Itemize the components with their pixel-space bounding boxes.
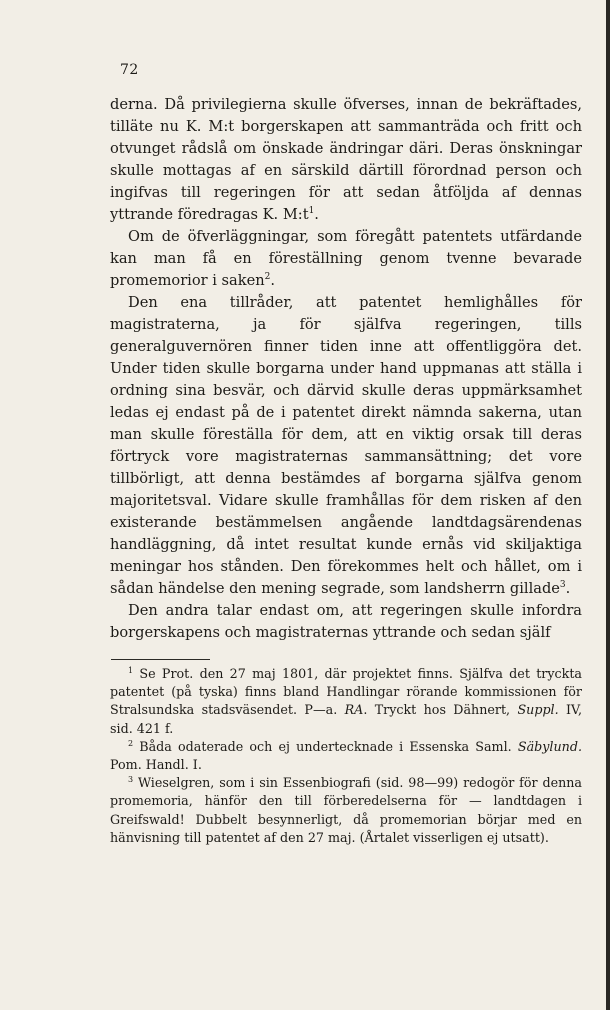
footnote-text: Wieselgren, som i sin Essenbiografi (sid. 98—99) redogör för denna promemoria, hänför den till förberedelserna för — landtdagen i Greifswald! Dubbelt besynnerligt, då promemorian börjar med en hänvisning till patentet af den 27 maj. (Årtalet visserligen ej utsatt).	[110, 775, 582, 845]
footnote	[110, 774, 582, 847]
paragraph-tail: .	[270, 272, 275, 289]
footnote-text: Pom. Handl. I.	[110, 757, 202, 773]
paragraph	[110, 292, 582, 600]
footnote-reference: 1	[308, 206, 315, 217]
paragraph-text: Den andra talar endast om, att regeringen skulle infordra borgerskapens och magistraternas yttrande och sedan själf	[110, 602, 582, 641]
footnote-divider	[111, 659, 210, 660]
footnote	[110, 738, 582, 774]
footnote-text: Se Prot. den 27 maj 1801, där projektet finns. Själfva det tryckta patentet (på tyska) finns bland Handlingar rörande kommissionen för Stralsundska stadsväsendet. P—a.	[110, 666, 582, 718]
footnote-mark: 2	[128, 738, 134, 748]
paragraph	[110, 226, 582, 292]
page-edge	[606, 0, 610, 1010]
paragraph-tail: .	[565, 580, 571, 597]
paragraph-text: Om de öfverläggningar, som föregått patentets utfärdande kan man få en föreställning genom tvenne bevarade promemorior i saken	[110, 228, 582, 289]
page-number: 72	[120, 62, 139, 78]
footnote-text: . Tryckt hos Dähnert,	[363, 702, 518, 718]
footnote-mark: 3	[128, 774, 134, 784]
paragraph	[110, 600, 582, 644]
paragraph-tail: .	[314, 206, 319, 223]
footnote-text: Båda odaterade och ej undertecknade i Essenska Saml.	[139, 738, 518, 754]
footnote-mark: 1	[128, 665, 134, 675]
footnote-italic: Säbylund.	[517, 738, 582, 754]
footnote-reference: 2	[264, 272, 271, 283]
footnote-italic: RA	[344, 702, 364, 718]
footnotes	[110, 665, 582, 847]
paragraph-text: Den ena tillråder, att patentet hemlighålles för magistraterna, ja för själfva regeringen, tills generalguvernören finner tiden inne att offentliggöra det. Under tiden skulle borgarna under hand uppmanas att ställa i ordning sina besvär, och därvid skulle deras uppmärksamhet ledas ej endast på de i patentet direkt nämnda sakerna, utan man skulle föreställa för dem, att en viktig orsak till deras förtryck vore magistraternas sammansättning; det vore tillbörligt, att denna bestämdes af borgarna själfva genom majoritetsval. Vidare skulle framhållas för dem risken af den existerande bestämmelsen angående landtdagsärendenas handläggning, då intet resultat kunde ernås vid skiljaktiga meningar hos stånden. Den förekommes helt och hållet, om i sådan händelse den mening segrade, som landsherrn gillade	[110, 294, 582, 597]
footnote-text: IV, sid. 421 f.	[110, 702, 582, 736]
body-text	[110, 94, 582, 644]
footnote	[110, 665, 582, 738]
footnote-reference: 3	[559, 580, 566, 591]
paragraph-text: derna. Då privilegierna skulle öfverses, innan de bekräftades, tilläte nu K. M:t borgerskapen att sammanträda och fritt och otvunget rådslå om önskade ändringar däri. Deras önskningar skulle mottagas af en särskild därtill förordnad person och ingifvas till regeringen för att sedan åtföljda af dennas yttrande föredragas K. M:t	[110, 96, 582, 223]
paragraph	[110, 94, 582, 226]
footnote-italic: Suppl.	[517, 702, 559, 718]
